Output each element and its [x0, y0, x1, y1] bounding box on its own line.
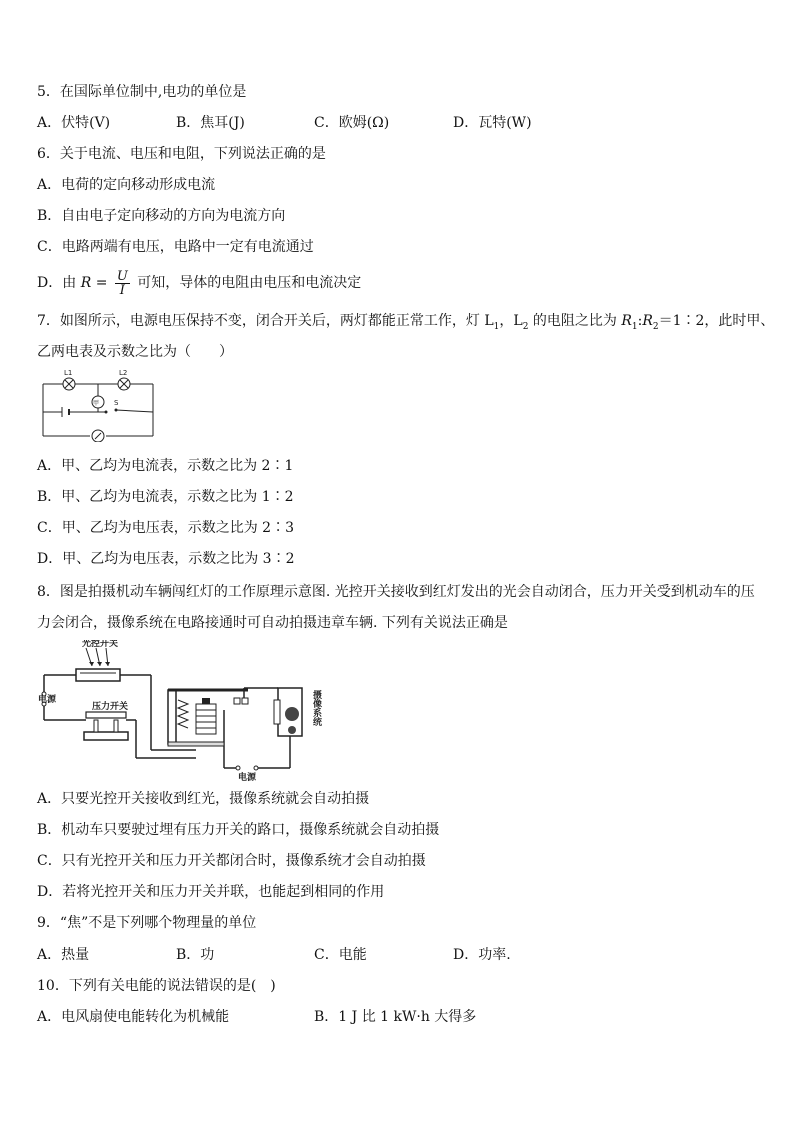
q7-l1-sub: 1	[493, 321, 500, 332]
q8-option-d: D．若将光控开关和压力开关并联，也能起到相同的作用	[37, 884, 385, 900]
q5-option-a: A．伏特(V)	[37, 115, 111, 131]
q9-option-a: A．热量	[37, 947, 90, 963]
light-control-switch-icon	[76, 648, 120, 681]
q8-option-a: A．只要光控开关接收到红光，摄像系统就会自动拍摄	[37, 791, 370, 807]
meter-yi-icon	[92, 430, 104, 442]
q9-option-b: B．功	[176, 947, 215, 963]
q5-option-d: D．瓦特(W)	[453, 115, 532, 131]
q6-option-a: A．电荷的定向移动形成电流	[37, 177, 216, 193]
q7-r2-sub: 2	[652, 321, 659, 332]
q6-formula-fraction	[115, 270, 130, 297]
q10-stem: 10．下列有关电能的说法错误的是( )	[37, 978, 276, 994]
q8-stem-line1: 8．图是拍摄机动车辆闯红灯的工作原理示意图. 光控开关接收到红灯发出的光会自动闭合，压力开关受到机动车的压	[37, 584, 755, 600]
pressure-switch-label: 压力开关	[92, 702, 129, 712]
q7-option-d: D．甲、乙均为电压表，示数之比为 3∶2	[37, 551, 295, 567]
q8-traffic-camera-diagram	[36, 640, 332, 782]
q8-option-c: C．只有光控开关和压力开关都闭合时，摄像系统才会自动拍摄	[37, 853, 426, 869]
q7-option-a: A．甲、乙均为电流表，示数之比为 2∶1	[37, 458, 294, 474]
q5-stem: 5．在国际单位制中,电功的单位是	[37, 84, 247, 100]
q7-ratio-colon: :	[637, 313, 643, 329]
q7-option-c: C．甲、乙均为电压表，示数之比为 2∶3	[37, 520, 294, 536]
q6-formula-eq: =	[95, 275, 108, 291]
q6-option-b: B．自由电子定向移动的方向为电流方向	[37, 208, 286, 224]
switch-s-icon	[105, 409, 118, 414]
light-switch-label: 光控开关	[82, 640, 119, 649]
power-source-2-label: 电源	[238, 773, 257, 782]
power-source-1-label: 电源	[38, 695, 57, 705]
q6-option-d-prefix: D．由	[37, 275, 77, 291]
switch-s-label: S	[114, 399, 119, 407]
q9-option-d: D．功率.	[453, 947, 511, 963]
q6-option-d-suffix: 可知，导体的电阻由电压和电流决定	[137, 275, 362, 291]
lamp-l2-icon	[118, 378, 130, 390]
q6-option-d	[37, 268, 361, 298]
q5-option-b: B．焦耳(J)	[176, 115, 245, 131]
q7-stem-part-c: 的电阻之比为	[528, 313, 622, 329]
power-source-2-icon	[236, 766, 258, 770]
q7-r1: R	[621, 313, 632, 329]
q7-l2-sub: 2	[522, 321, 529, 332]
q7-stem-part-a: 7．如图所示，电源电压保持不变，闭合开关后，两灯都能正常工作，灯 L	[37, 313, 494, 329]
q7-option-b: B．甲、乙均为电流表，示数之比为 1∶2	[37, 489, 294, 505]
q7-r1-sub: 1	[631, 321, 638, 332]
meter-jia-label: 甲	[93, 400, 100, 407]
q7-r2: R	[642, 313, 653, 329]
q7-stem-part-d: ＝1∶2，此时甲、	[658, 313, 775, 329]
q7-stem-line1	[37, 312, 774, 336]
lamp-l2-label: L2	[119, 369, 128, 377]
lamp-l1-label: L1	[64, 369, 73, 377]
camera-system-label: 摄像系统	[311, 690, 321, 726]
q7-stem-line2: 乙两电表及示数之比为（ ）	[37, 344, 233, 360]
q10-option-b: B．1 J 比 1 kW·h 大得多	[314, 1009, 477, 1025]
pressure-switch-icon	[84, 712, 128, 740]
relay-electromagnet-icon	[168, 690, 248, 746]
q7-circuit-diagram	[36, 366, 160, 442]
q8-stem-line2: 力会闭合，摄像系统在电路接通时可自动拍摄违章车辆. 下列有关说法正确是	[37, 615, 508, 631]
q6-formula-denominator: I	[119, 282, 125, 298]
q9-option-c: C．电能	[314, 947, 367, 963]
q10-option-a: A．电风扇使电能转化为机械能	[37, 1009, 230, 1025]
q6-formula-numerator: U	[116, 268, 128, 284]
q9-stem: 9．“焦”不是下列哪个物理量的单位	[37, 915, 257, 931]
q6-option-c: C．电路两端有电压，电路中一定有电流通过	[37, 239, 314, 255]
q7-stem-part-b: ，L	[499, 313, 523, 329]
q8-option-b: B．机动车只要驶过埋有压力开关的路口，摄像系统就会自动拍摄	[37, 822, 440, 838]
q6-stem: 6．关于电流、电压和电阻，下列说法正确的是	[37, 146, 326, 162]
battery-icon	[62, 407, 69, 417]
camera-system-icon	[274, 688, 302, 736]
lamp-l1-icon	[63, 378, 75, 390]
q6-formula-lhs: R	[80, 275, 92, 291]
q5-option-c: C．欧姆(Ω)	[314, 115, 390, 131]
